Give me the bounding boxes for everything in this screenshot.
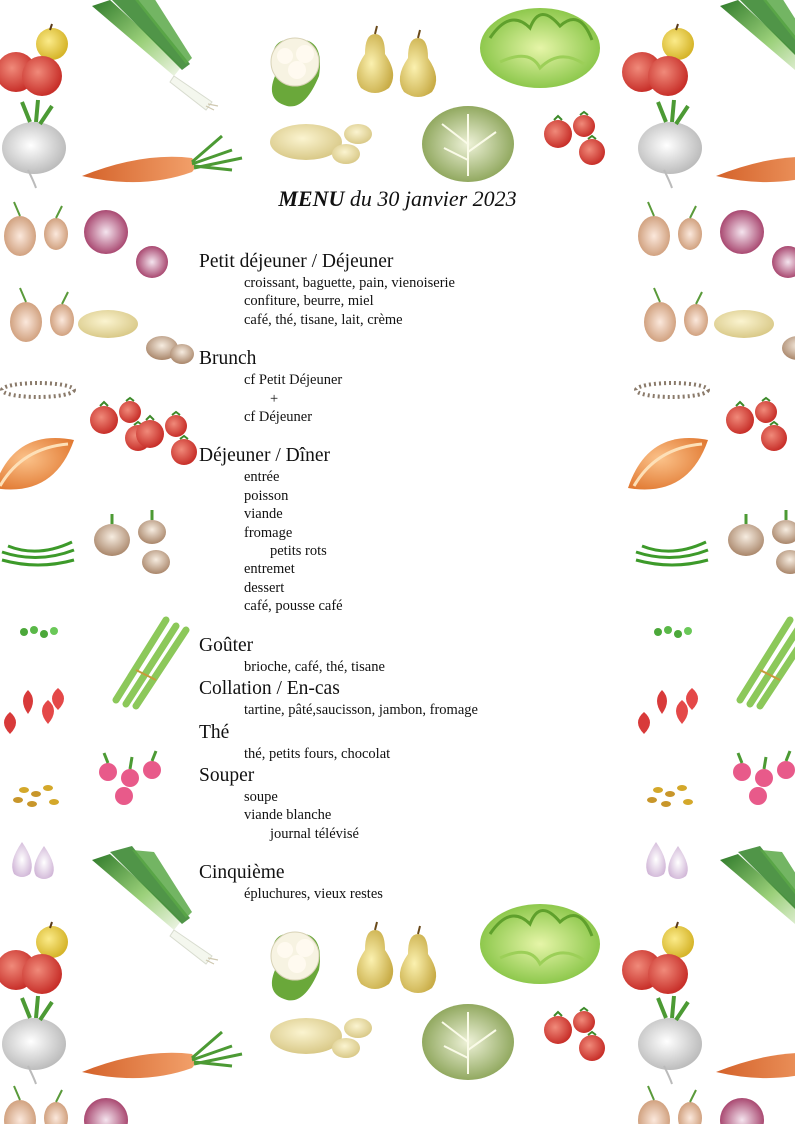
menu-title-date: du 30 janvier 2023 [344,186,517,211]
section-heading: Thé [199,721,230,743]
tomato-icon [726,398,787,451]
melon-icon [0,438,74,489]
tomato-icon [544,1008,605,1061]
menu-item: brioche, café, thé, tisane [244,658,385,675]
menu-item: cf Déjeuner [244,409,313,426]
menu-item: café, pousse café [244,598,343,615]
onion-icon [644,288,708,342]
pear-icon [400,926,436,993]
carrot-icon [716,136,795,182]
section-souper [199,764,619,843]
menu-item: viande [244,506,283,523]
lentil-icon [636,383,708,397]
pea-icon [20,626,58,638]
menu-item: tartine, pâté,saucisson, jambon, fromage [244,702,478,719]
radish-icon [99,751,161,805]
asparagus-icon [740,620,795,706]
asparagus-icon [116,620,186,706]
section-collation [199,677,619,719]
mushroom-icon [78,310,194,364]
section-heading: Goûter [199,634,254,656]
section-heading: Cinquième [199,862,285,884]
lentil-icon [13,785,59,807]
carrot-icon [82,1032,242,1078]
menu-item: café, thé, tisane, lait, crème [244,311,403,328]
pea-icon [654,626,692,638]
section-cinquieme [199,861,619,903]
section-heading: Collation / En-cas [199,678,340,700]
menu-item: épluchures, vieux restes [244,886,383,903]
lentil-icon [647,785,693,807]
leek-icon [720,0,795,110]
section-brunch [199,347,619,426]
garlic-icon [646,842,688,879]
menu-item: soupe [244,788,278,805]
cauliflower-icon [271,932,320,1000]
menu-item: entrée [244,469,280,486]
strawberry-icon [638,688,698,734]
onion-icon [638,1086,702,1124]
turnip-icon [638,100,702,188]
menu-title [0,186,795,212]
section-heading: Petit déjeuner / Déjeuner [199,251,394,272]
menu-item: dessert [244,579,285,596]
radicchio-icon [720,210,795,278]
leek-icon [720,846,795,964]
section-petit-dejeuner [199,250,619,329]
melon-icon [628,438,708,489]
radicchio-icon [84,210,168,278]
section-heading: Déjeuner / Dîner [199,445,331,467]
menu-item: journal télévisé [270,825,359,842]
pear-icon [357,922,393,989]
mushroom-icon [94,510,170,574]
radish-icon [733,751,795,805]
section-gouter [199,634,619,676]
menu-item: entremet [244,561,295,578]
turnip-icon [638,996,702,1084]
cabbage-icon [422,106,514,182]
onion-icon [4,1086,68,1124]
cabbage-icon [422,1004,514,1080]
radicchio-icon [84,1098,168,1124]
strawberry-icon [4,688,64,734]
lettuce-icon [480,8,600,88]
tomato-icon [544,112,605,165]
section-dejeuner-diner [199,444,619,615]
turnip-icon [2,100,66,188]
apple-icon [0,24,68,96]
menu-content [199,250,619,904]
apple-icon [0,922,68,994]
carrot-icon [82,136,242,182]
mushroom-icon [728,510,795,574]
onion-icon [10,288,74,342]
carrot-icon [716,1032,795,1078]
right-decor-column [628,202,795,879]
pear-icon [400,30,436,97]
garlic-icon [12,842,54,879]
potato-icon [270,1018,372,1058]
menu-item: petits rots [270,543,327,560]
menu-item: fromage [244,524,293,541]
menu-item: confiture, beurre, miel [244,293,374,310]
apple-icon [622,922,694,994]
menu-item: + [270,390,279,407]
section-the [199,721,619,763]
radicchio-icon [720,1098,795,1124]
tomato-icon [136,412,197,465]
menu-title-bold: MENU [278,186,345,211]
potato-icon [270,124,372,164]
green-bean-icon [636,542,708,565]
lentil-icon [2,383,74,397]
menu-item: poisson [244,487,289,504]
apple-icon [622,24,694,96]
top-decor-band [0,0,795,188]
section-heading: Souper [199,764,255,786]
menu-item: cf Petit Déjeuner [244,372,343,389]
menu-item: thé, petits fours, chocolat [244,745,391,762]
menu-item: croissant, baguette, pain, vienoiserie [244,275,455,291]
green-bean-icon [2,542,74,565]
left-decor-column [0,202,197,879]
leek-icon [92,0,218,110]
menu-item: viande blanche [244,807,332,824]
cauliflower-icon [271,38,320,106]
mushroom-icon [714,310,795,364]
lettuce-icon [480,904,600,984]
pear-icon [357,26,393,93]
turnip-icon [2,996,66,1084]
section-heading: Brunch [199,348,257,370]
